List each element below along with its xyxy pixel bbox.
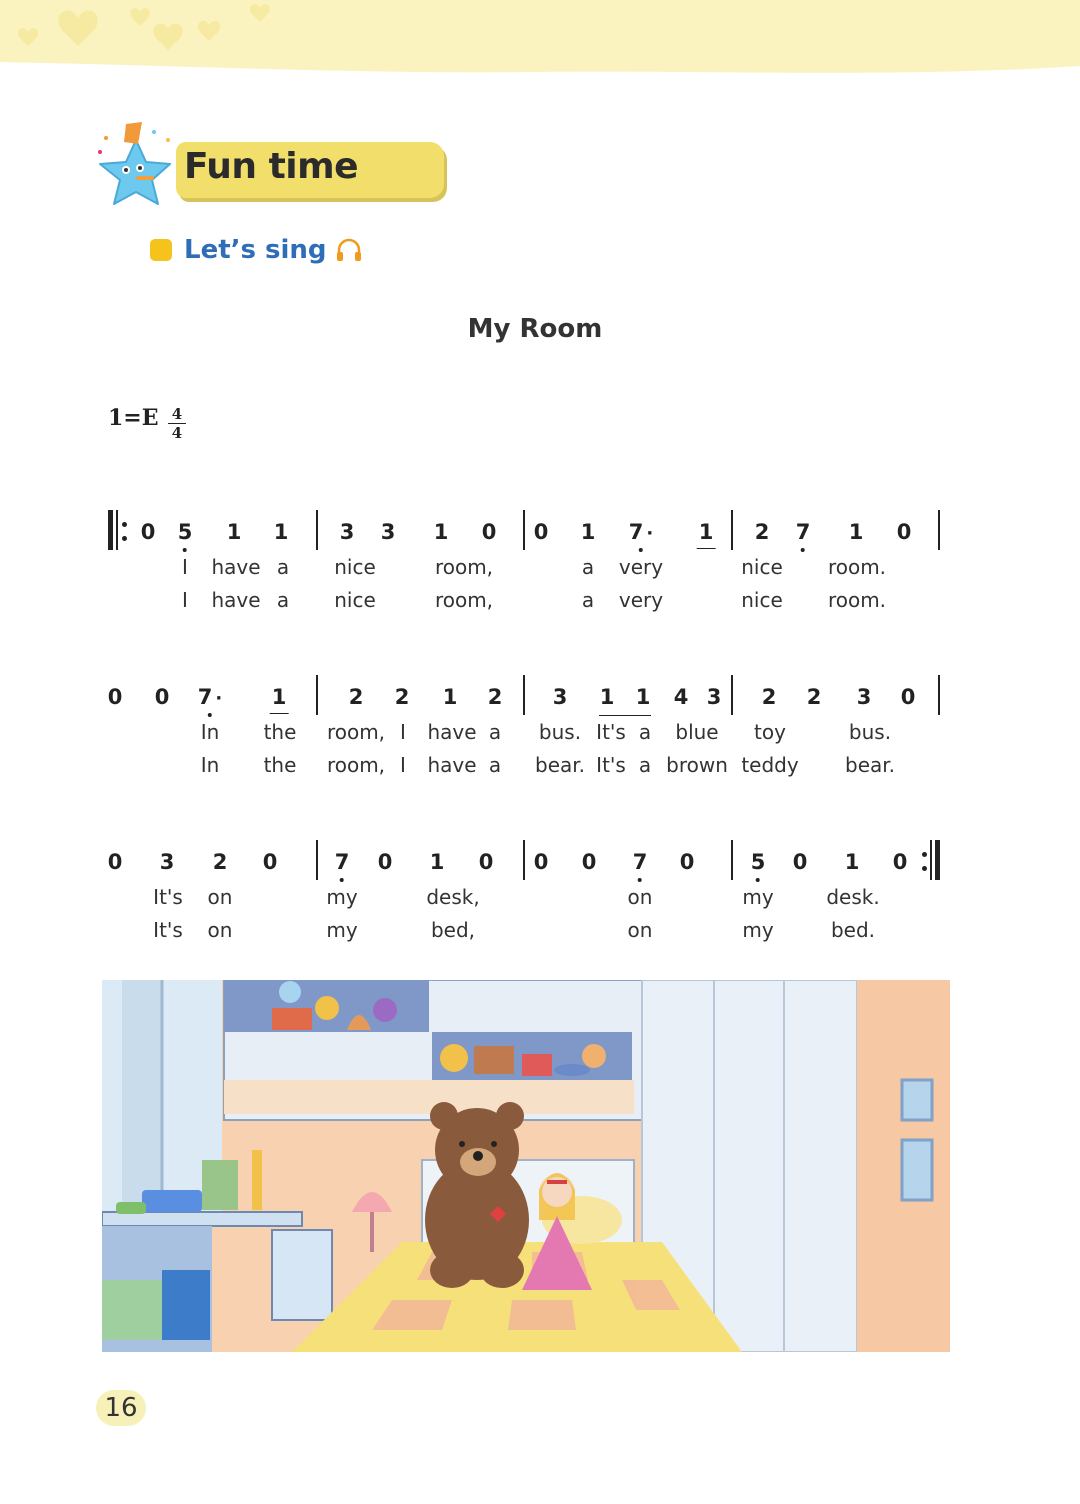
note-digit: 3 <box>856 685 872 709</box>
note <box>108 685 123 709</box>
note <box>807 685 822 709</box>
note-digit: 1 <box>442 685 458 709</box>
note <box>534 850 549 874</box>
note-digit: 1 <box>848 520 864 544</box>
note-digit: 2 <box>487 685 503 709</box>
lyric-word-verse2: room, <box>434 588 494 612</box>
headphones-icon[interactable] <box>335 236 363 264</box>
key-signature: 1=E <box>108 405 159 431</box>
note <box>581 520 596 544</box>
note-digit: 2 <box>348 685 364 709</box>
note-digit: 3 <box>706 685 722 709</box>
note-digit: 0 <box>107 685 123 709</box>
repeat-dot <box>122 522 127 527</box>
note-digit: 0 <box>533 850 549 874</box>
note <box>108 850 123 874</box>
note-digit: 0 <box>140 520 156 544</box>
note-digit: 4 <box>673 685 689 709</box>
lyric-word-verse1: room. <box>827 555 887 579</box>
lyric-word-verse1: have <box>211 555 261 579</box>
lyric-word-verse1: on <box>627 885 653 909</box>
lyric-word-verse1: desk. <box>826 885 880 909</box>
note-digit: 0 <box>478 850 494 874</box>
lyric-word-verse2: nice <box>334 588 376 612</box>
time-signature-top: 4 <box>171 405 183 423</box>
note <box>849 520 864 544</box>
note <box>274 520 289 544</box>
lyric-word-verse2: bed, <box>430 918 476 942</box>
note-digit: 1 <box>698 520 714 544</box>
bedroom-illustration <box>102 980 950 1352</box>
note <box>897 520 912 544</box>
lyric-word-verse2: the <box>263 753 297 777</box>
note <box>155 685 170 709</box>
repeat-dot <box>922 852 927 857</box>
barline <box>523 840 525 880</box>
note-digit: 0 <box>377 850 393 874</box>
lower-octave-dot <box>340 878 344 882</box>
note <box>335 850 350 874</box>
barline <box>731 675 733 715</box>
banner-title: Fun time <box>184 146 359 187</box>
note-digit: 1 <box>429 850 445 874</box>
lyric-word-verse2: a <box>638 753 652 777</box>
note <box>381 520 396 544</box>
note-digit: 1 <box>271 685 287 709</box>
note <box>699 520 714 544</box>
lyric-word-verse1: my <box>742 885 774 909</box>
note-digit: 0 <box>792 850 808 874</box>
note-digit: 7 <box>334 850 350 874</box>
note-digit: 1 <box>273 520 289 544</box>
eighth-note-underline <box>697 548 716 549</box>
note-digit: 2 <box>806 685 822 709</box>
lower-octave-dot <box>638 878 642 882</box>
lyric-word-verse1: a <box>581 555 595 579</box>
barline <box>731 840 733 880</box>
page-number: 16 <box>96 1390 146 1426</box>
barline <box>523 675 525 715</box>
note <box>227 520 242 544</box>
lyric-word-verse2: bear. <box>535 753 585 777</box>
note-digit: 1 <box>226 520 242 544</box>
barline <box>316 840 318 880</box>
note <box>707 685 722 709</box>
lyric-word-verse1: nice <box>741 555 783 579</box>
note-digit: 1 <box>599 685 615 709</box>
star-mascot-icon <box>88 118 188 218</box>
lyric-word-verse1: It's <box>596 720 626 744</box>
note <box>755 520 770 544</box>
lyric-word-verse2: In <box>200 753 220 777</box>
note-digit: 2 <box>394 685 410 709</box>
note <box>395 685 410 709</box>
note-digit: 3 <box>339 520 355 544</box>
note <box>141 520 156 544</box>
lyric-word-verse1: toy <box>754 720 786 744</box>
repeat-start-thin-bar <box>116 510 118 550</box>
note <box>629 520 653 544</box>
lyric-word-verse2: my <box>326 918 358 942</box>
time-signature <box>168 406 186 441</box>
lyric-word-verse1: a <box>638 720 652 744</box>
note-digit: 5 <box>177 520 193 544</box>
lower-octave-dot <box>801 548 805 552</box>
note-digit: 0 <box>892 850 908 874</box>
note <box>430 850 445 874</box>
lyric-word-verse1: room, <box>326 720 386 744</box>
lyric-word-verse2: on <box>207 918 233 942</box>
note-digit: 0 <box>679 850 695 874</box>
note-digit: 3 <box>380 520 396 544</box>
lyric-word-verse1: the <box>263 720 297 744</box>
note <box>901 685 916 709</box>
lyric-word-verse2: I <box>400 753 406 777</box>
note <box>582 850 597 874</box>
lyric-word-verse1: I <box>400 720 406 744</box>
note <box>796 520 811 544</box>
section-square-icon <box>150 239 172 261</box>
barline <box>523 510 525 550</box>
lyric-word-verse1: blue <box>675 720 719 744</box>
lyric-word-verse2: It's <box>153 918 183 942</box>
augmentation-dot: · <box>646 523 654 544</box>
lyric-word-verse2: It's <box>596 753 626 777</box>
repeat-end-thin-bar <box>930 840 932 880</box>
note <box>178 520 193 544</box>
note-digit: 0 <box>154 685 170 709</box>
note-digit: 1 <box>433 520 449 544</box>
lyric-word-verse1: I <box>182 555 188 579</box>
song-title: My Room <box>467 314 603 344</box>
lyric-word-verse2: teddy <box>741 753 799 777</box>
note <box>198 685 222 709</box>
lower-octave-dot <box>756 878 760 882</box>
lyric-word-verse1: desk, <box>426 885 480 909</box>
note <box>160 850 175 874</box>
lyric-word-verse1: bus. <box>538 720 582 744</box>
note-digit: 0 <box>900 685 916 709</box>
note <box>845 850 860 874</box>
eighth-note-underline <box>270 713 289 714</box>
note-digit: 2 <box>761 685 777 709</box>
top-decorative-band <box>0 0 1080 80</box>
note-digit: 7 <box>632 850 648 874</box>
lyric-word-verse1: a <box>276 555 290 579</box>
repeat-dot <box>122 536 127 541</box>
note <box>534 520 549 544</box>
note-digit: 1 <box>580 520 596 544</box>
note <box>857 685 872 709</box>
note-digit: 7 <box>197 685 213 709</box>
lyric-word-verse2: a <box>581 588 595 612</box>
lyric-word-verse2: nice <box>741 588 783 612</box>
lyric-word-verse1: In <box>200 720 220 744</box>
lyric-word-verse2: bear. <box>845 753 895 777</box>
lyric-word-verse2: have <box>427 753 477 777</box>
note <box>378 850 393 874</box>
note <box>762 685 777 709</box>
note-digit: 0 <box>533 520 549 544</box>
lyric-word-verse2: a <box>488 753 502 777</box>
barline <box>316 675 318 715</box>
lyric-word-verse2: room. <box>827 588 887 612</box>
lyric-word-verse2: bed. <box>830 918 876 942</box>
lyric-word-verse2: brown <box>666 753 728 777</box>
note-digit: 0 <box>896 520 912 544</box>
note <box>434 520 449 544</box>
note <box>349 685 364 709</box>
barline <box>316 510 318 550</box>
repeat-end-thick-bar <box>935 840 940 880</box>
lyric-word-verse1: have <box>427 720 477 744</box>
repeat-start-thick-bar <box>108 510 113 550</box>
time-signature-bottom: 4 <box>171 424 183 442</box>
lyric-word-verse2: very <box>618 588 664 612</box>
note <box>674 685 689 709</box>
lyric-word-verse1: my <box>326 885 358 909</box>
lyric-word-verse1: It's <box>153 885 183 909</box>
beam-underline <box>599 715 651 716</box>
lyric-word-verse2: have <box>211 588 261 612</box>
note-digit: 3 <box>159 850 175 874</box>
note <box>893 850 908 874</box>
fun-time-banner <box>88 118 368 218</box>
note-digit: 1 <box>844 850 860 874</box>
lyric-word-verse2: on <box>627 918 653 942</box>
lower-octave-dot <box>639 548 643 552</box>
note <box>443 685 458 709</box>
note <box>636 685 651 709</box>
note <box>488 685 503 709</box>
lyric-word-verse2: room, <box>326 753 386 777</box>
lyric-word-verse1: nice <box>334 555 376 579</box>
section-label: Let’s sing <box>184 235 327 265</box>
barline <box>938 675 940 715</box>
note-digit: 1 <box>635 685 651 709</box>
lower-octave-dot <box>208 713 212 717</box>
note-digit: 2 <box>212 850 228 874</box>
note <box>213 850 228 874</box>
lyric-word-verse1: a <box>488 720 502 744</box>
note-digit: 0 <box>262 850 278 874</box>
note-digit: 3 <box>552 685 568 709</box>
note-digit: 2 <box>754 520 770 544</box>
note <box>633 850 648 874</box>
repeat-dot <box>922 866 927 871</box>
note <box>482 520 497 544</box>
lyric-word-verse1: very <box>618 555 664 579</box>
lower-octave-dot <box>183 548 187 552</box>
note-digit: 5 <box>750 850 766 874</box>
note <box>680 850 695 874</box>
note <box>793 850 808 874</box>
augmentation-dot: · <box>215 688 223 709</box>
note-digit: 0 <box>107 850 123 874</box>
note <box>340 520 355 544</box>
note-digit: 0 <box>581 850 597 874</box>
lyric-word-verse2: my <box>742 918 774 942</box>
note <box>272 685 287 709</box>
lyric-word-verse1: room, <box>434 555 494 579</box>
note-digit: 0 <box>481 520 497 544</box>
note <box>600 685 615 709</box>
barline <box>938 510 940 550</box>
note <box>479 850 494 874</box>
barline <box>731 510 733 550</box>
note-digit: 7 <box>795 520 811 544</box>
note <box>751 850 766 874</box>
lyric-word-verse2: I <box>182 588 188 612</box>
note-digit: 7 <box>628 520 644 544</box>
lets-sing-section <box>150 232 363 268</box>
lyric-word-verse2: a <box>276 588 290 612</box>
note <box>263 850 278 874</box>
note <box>553 685 568 709</box>
lyric-word-verse1: on <box>207 885 233 909</box>
lyric-word-verse1: bus. <box>848 720 892 744</box>
